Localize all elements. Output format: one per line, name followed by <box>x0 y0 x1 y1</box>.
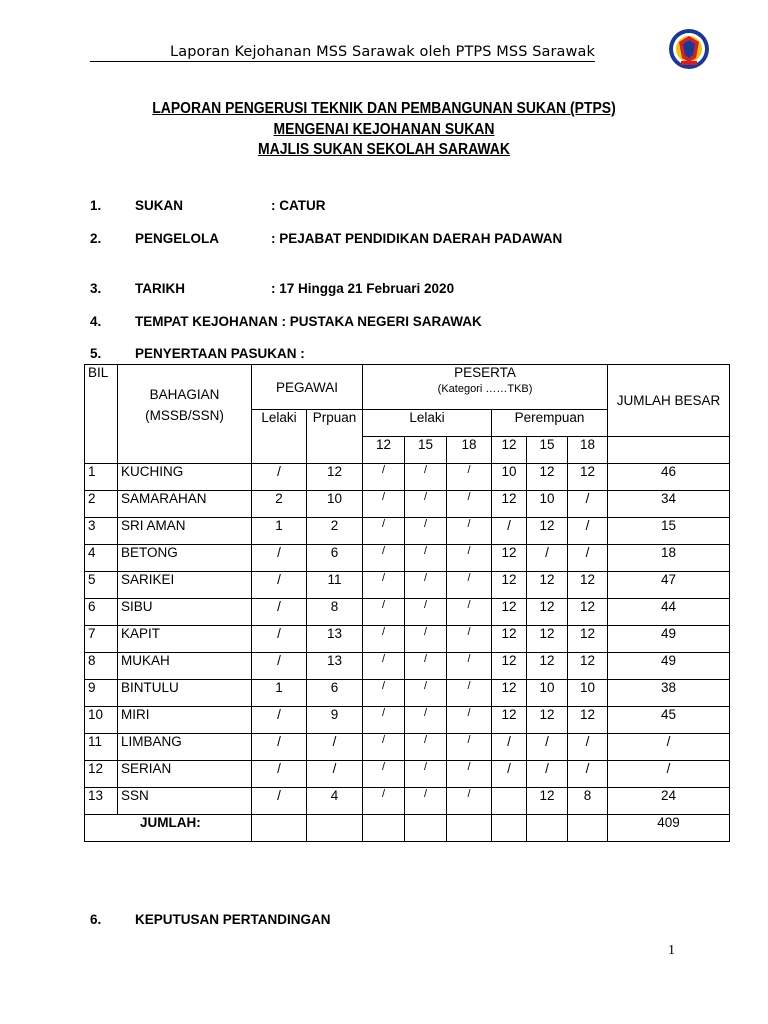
row-cell: 12 <box>568 599 608 626</box>
jumlah-value: 409 <box>608 815 730 842</box>
row-cell: 13 <box>307 653 363 680</box>
table-row <box>85 599 730 626</box>
jumlah-empty <box>405 815 447 842</box>
row-cell: / <box>405 518 447 545</box>
row-cell: / <box>527 761 568 788</box>
row-cell: / <box>252 707 307 734</box>
row-number: 8 <box>85 653 118 680</box>
row-cell: 6 <box>307 680 363 707</box>
table-body <box>85 464 730 815</box>
row-cell: 12 <box>527 599 568 626</box>
title-line-3: MAJLIS SUKAN SEKOLAH SARAWAK <box>258 141 510 158</box>
row-jumlah: 45 <box>608 707 730 734</box>
table-row <box>85 761 730 788</box>
row-cell: / <box>363 545 405 572</box>
row-jumlah: 24 <box>608 788 730 815</box>
row-cell: / <box>405 653 447 680</box>
row-cell: 9 <box>307 707 363 734</box>
row-cell: / <box>363 599 405 626</box>
row-cell: / <box>363 761 405 788</box>
page-number: 1 <box>668 943 675 958</box>
participation-table <box>84 364 730 842</box>
header-jumlah-besar: JUMLAH BESAR <box>608 365 730 437</box>
row-number: 12 <box>85 761 118 788</box>
row-cell: / <box>568 545 608 572</box>
table-row <box>85 464 730 491</box>
item-number: 4. <box>90 314 102 329</box>
row-jumlah: / <box>608 761 730 788</box>
table-row <box>85 707 730 734</box>
row-cell: 6 <box>307 545 363 572</box>
row-cell: / <box>405 761 447 788</box>
row-cell: / <box>363 653 405 680</box>
row-cell: 2 <box>252 491 307 518</box>
jumlah-empty <box>307 815 363 842</box>
row-cell: / <box>447 734 492 761</box>
table-row <box>85 491 730 518</box>
row-cell: / <box>363 734 405 761</box>
jumlah-empty <box>363 815 405 842</box>
row-cell: 12 <box>492 626 527 653</box>
row-cell: 12 <box>492 572 527 599</box>
item-number: 5. <box>90 346 102 361</box>
row-bahagian: KUCHING <box>118 464 252 491</box>
row-number: 9 <box>85 680 118 707</box>
row-cell: / <box>568 734 608 761</box>
row-cell: 10 <box>307 491 363 518</box>
row-cell: 10 <box>492 464 527 491</box>
row-cell: / <box>447 707 492 734</box>
table-row <box>85 653 730 680</box>
row-cell: 1 <box>252 680 307 707</box>
row-cell: 12 <box>527 518 568 545</box>
row-cell: / <box>252 626 307 653</box>
row-cell: / <box>447 572 492 599</box>
row-cell: / <box>363 518 405 545</box>
row-cell: / <box>405 626 447 653</box>
item-number: 3. <box>90 281 102 296</box>
row-cell: 12 <box>527 653 568 680</box>
header-age: 15 <box>405 437 447 464</box>
row-cell: / <box>527 734 568 761</box>
row-bahagian: BETONG <box>118 545 252 572</box>
row-cell: 12 <box>527 464 568 491</box>
row-cell: 12 <box>492 653 527 680</box>
table-row <box>85 518 730 545</box>
row-cell: 12 <box>307 464 363 491</box>
row-cell: / <box>405 680 447 707</box>
header-pegawai-lelaki: Lelaki <box>252 410 307 464</box>
header-bahagian <box>118 365 252 464</box>
row-cell: / <box>363 491 405 518</box>
row-cell: / <box>252 545 307 572</box>
jumlah-empty <box>492 815 527 842</box>
item-number: 1. <box>90 198 102 213</box>
row-cell: 12 <box>568 653 608 680</box>
row-cell: 12 <box>568 626 608 653</box>
item-label: TEMPAT KEJOHANAN : PUSTAKA NEGERI SARAWAK <box>135 314 482 329</box>
row-jumlah: 46 <box>608 464 730 491</box>
header-age: 18 <box>447 437 492 464</box>
title-line-2: MENGENAI KEJOHANAN SUKAN <box>273 121 495 138</box>
header-kategori: (Kategori ……TKB) <box>437 383 533 395</box>
row-cell: / <box>363 707 405 734</box>
item-label: PENYERTAAN PASUKAN : <box>135 346 305 361</box>
row-cell: 12 <box>492 545 527 572</box>
item-number: 2. <box>90 231 102 246</box>
row-bahagian: BINTULU <box>118 680 252 707</box>
jumlah-label: JUMLAH: <box>85 815 252 842</box>
row-cell: 10 <box>568 680 608 707</box>
row-cell: / <box>405 707 447 734</box>
item-number: 6. <box>90 912 102 927</box>
row-cell: / <box>492 761 527 788</box>
row-cell: 12 <box>568 572 608 599</box>
row-cell: / <box>447 491 492 518</box>
row-cell: 11 <box>307 572 363 599</box>
row-cell: 2 <box>307 518 363 545</box>
header-empty <box>608 437 730 464</box>
row-cell: / <box>527 545 568 572</box>
row-jumlah: 49 <box>608 626 730 653</box>
row-cell: / <box>252 572 307 599</box>
row-cell: / <box>405 734 447 761</box>
item-value: : 17 Hingga 21 Februari 2020 <box>271 281 455 296</box>
row-jumlah: / <box>608 734 730 761</box>
row-cell: / <box>447 518 492 545</box>
row-cell: / <box>252 734 307 761</box>
row-bahagian: SERIAN <box>118 761 252 788</box>
row-number: 13 <box>85 788 118 815</box>
row-cell: / <box>307 761 363 788</box>
row-cell: 12 <box>492 599 527 626</box>
row-number: 10 <box>85 707 118 734</box>
row-bahagian: SARIKEI <box>118 572 252 599</box>
row-cell: / <box>568 761 608 788</box>
row-cell: / <box>447 788 492 815</box>
item-label: KEPUTUSAN PERTANDINGAN <box>135 912 331 927</box>
row-bahagian: SRI AMAN <box>118 518 252 545</box>
item-value: : CATUR <box>271 198 326 213</box>
row-cell: / <box>405 545 447 572</box>
header-perempuan: Perempuan <box>492 410 608 437</box>
row-cell: 12 <box>492 491 527 518</box>
row-bahagian: SIBU <box>118 599 252 626</box>
jumlah-empty <box>447 815 492 842</box>
row-cell <box>492 788 527 815</box>
item-value: : PEJABAT PENDIDIKAN DAERAH PADAWAN <box>271 231 563 246</box>
row-cell: / <box>492 734 527 761</box>
row-cell: 12 <box>527 572 568 599</box>
row-number: 3 <box>85 518 118 545</box>
row-cell: / <box>252 653 307 680</box>
row-cell: / <box>447 680 492 707</box>
header-peserta <box>363 365 608 410</box>
item-label: PENGELOLA <box>135 231 220 246</box>
row-cell: / <box>363 680 405 707</box>
row-number: 2 <box>85 491 118 518</box>
row-cell: / <box>405 572 447 599</box>
row-cell: / <box>405 599 447 626</box>
table-row <box>85 545 730 572</box>
row-number: 11 <box>85 734 118 761</box>
row-cell: / <box>447 761 492 788</box>
page-header: Laporan Kejohanan MSS Sarawak oleh PTPS MSS Sarawak <box>90 44 595 62</box>
jumlah-empty <box>568 815 608 842</box>
row-cell: / <box>252 464 307 491</box>
table-row <box>85 572 730 599</box>
table-row <box>85 734 730 761</box>
row-jumlah: 44 <box>608 599 730 626</box>
row-number: 4 <box>85 545 118 572</box>
row-jumlah: 15 <box>608 518 730 545</box>
row-cell: 8 <box>307 599 363 626</box>
row-cell: 12 <box>492 680 527 707</box>
mss-sarawak-logo <box>668 28 710 70</box>
header-bahagian-line2: (MSSB/SSN) <box>145 408 224 423</box>
title-line-1: LAPORAN PENGERUSI TEKNIK DAN PEMBANGUNAN SUKAN (PTPS) <box>152 100 616 117</box>
row-cell: / <box>568 518 608 545</box>
header-age: 18 <box>568 437 608 464</box>
header-age: 15 <box>527 437 568 464</box>
row-cell: / <box>252 761 307 788</box>
row-cell: 12 <box>527 707 568 734</box>
row-cell: / <box>363 572 405 599</box>
row-jumlah: 34 <box>608 491 730 518</box>
jumlah-empty <box>527 815 568 842</box>
row-cell: 10 <box>527 680 568 707</box>
row-cell: / <box>447 626 492 653</box>
row-cell: 12 <box>568 464 608 491</box>
item-label: SUKAN <box>135 198 184 213</box>
row-cell: / <box>405 788 447 815</box>
row-cell: / <box>447 545 492 572</box>
row-cell: 12 <box>527 788 568 815</box>
row-cell: / <box>307 734 363 761</box>
row-cell: / <box>363 464 405 491</box>
row-number: 5 <box>85 572 118 599</box>
header-lelaki: Lelaki <box>363 410 492 437</box>
header-age: 12 <box>492 437 527 464</box>
row-cell: 8 <box>568 788 608 815</box>
header-peserta-label: PESERTA <box>454 365 516 380</box>
row-cell: 13 <box>307 626 363 653</box>
row-cell: / <box>252 788 307 815</box>
row-cell: / <box>447 464 492 491</box>
header-bil: BIL <box>85 365 118 464</box>
row-cell: / <box>363 626 405 653</box>
row-cell: 12 <box>492 707 527 734</box>
row-cell: / <box>405 464 447 491</box>
table-row <box>85 680 730 707</box>
row-jumlah: 38 <box>608 680 730 707</box>
row-cell: 1 <box>252 518 307 545</box>
row-cell: / <box>492 518 527 545</box>
row-jumlah: 47 <box>608 572 730 599</box>
row-bahagian: LIMBANG <box>118 734 252 761</box>
row-cell: 12 <box>568 707 608 734</box>
row-bahagian: SAMARAHAN <box>118 491 252 518</box>
header-bahagian-line1: BAHAGIAN <box>149 387 220 402</box>
row-bahagian: MUKAH <box>118 653 252 680</box>
row-jumlah: 49 <box>608 653 730 680</box>
item-label: TARIKH <box>135 281 185 296</box>
table-row <box>85 626 730 653</box>
row-bahagian: MIRI <box>118 707 252 734</box>
row-cell: 4 <box>307 788 363 815</box>
row-cell: / <box>405 491 447 518</box>
table-row <box>85 788 730 815</box>
row-cell: 10 <box>527 491 568 518</box>
row-cell: / <box>363 788 405 815</box>
row-jumlah: 18 <box>608 545 730 572</box>
row-cell: / <box>447 653 492 680</box>
row-cell: 12 <box>527 626 568 653</box>
row-cell: / <box>252 599 307 626</box>
row-cell: / <box>568 491 608 518</box>
row-number: 7 <box>85 626 118 653</box>
header-pegawai: PEGAWAI <box>252 365 363 410</box>
row-bahagian: KAPIT <box>118 626 252 653</box>
jumlah-empty <box>252 815 307 842</box>
row-bahagian: SSN <box>118 788 252 815</box>
header-age: 12 <box>363 437 405 464</box>
header-pegawai-prpuan: Prpuan <box>307 410 363 464</box>
row-cell: / <box>447 599 492 626</box>
row-number: 6 <box>85 599 118 626</box>
row-number: 1 <box>85 464 118 491</box>
